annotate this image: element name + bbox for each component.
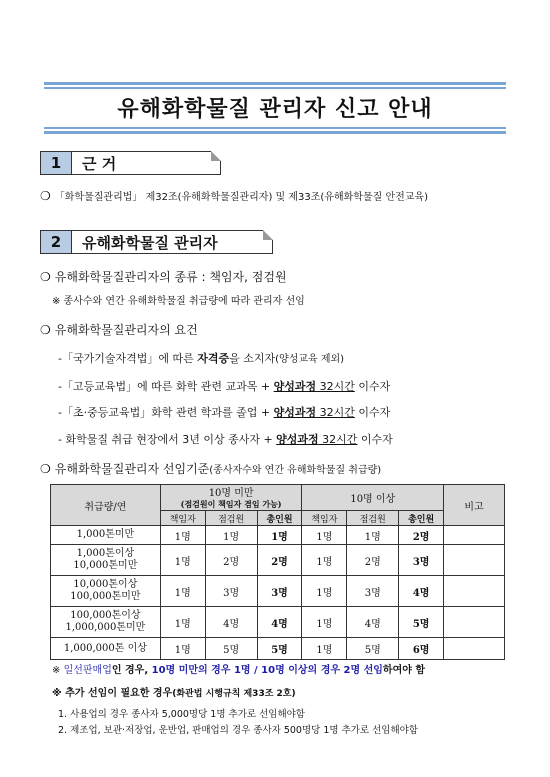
sub-header: 총인원 xyxy=(257,511,302,526)
header-under-10: 10명 미만 (점검원이 책임자 겸임 가능) xyxy=(160,485,302,511)
table-cell-note xyxy=(444,526,505,545)
table-cell: 2명 xyxy=(205,545,257,576)
table-cell: 2명 xyxy=(347,545,399,576)
criteria-heading: ❍ 유해화학물질관리자 선임기준(종사자수와 연간 유해화학물질 취급량) xyxy=(40,462,382,476)
table-cell: 4명 xyxy=(205,607,257,638)
header-amount: 취급량/연 xyxy=(51,485,161,526)
criteria-table xyxy=(50,484,505,660)
table-cell: 1명 xyxy=(302,576,347,607)
table-row xyxy=(51,576,505,607)
table-row xyxy=(51,545,505,576)
note-additional: ※ 추가 선임이 필요한 경우(화관법 시행규칙 제33조 2호) xyxy=(52,688,296,699)
section-1-number: 1 xyxy=(40,151,72,175)
title-rule-bottom2 xyxy=(44,131,506,134)
sub-header: 책임자 xyxy=(160,511,205,526)
title-rule-bottom xyxy=(44,127,506,129)
section-2-label: 유해화학물질 관리자 xyxy=(82,233,218,252)
table-cell: 1명 xyxy=(257,526,302,545)
circle-bullet-icon: ❍ xyxy=(40,189,51,203)
table-cell: 3명 xyxy=(347,576,399,607)
table-cell: 1명 xyxy=(302,545,347,576)
table-cell: 2명 xyxy=(257,545,302,576)
requirement-3: -「초·중등교육법」화학 관련 학과를 졸업 + 양성과정 32시간 이수자 xyxy=(58,406,391,419)
table-cell: 1명 xyxy=(160,638,205,660)
table-cell-note xyxy=(444,576,505,607)
table-cell: 5명 xyxy=(257,638,302,660)
table-cell: 4명 xyxy=(399,576,444,607)
note-item-2: 2. 제조업, 보관·저장업, 운반업, 판매업의 경우 종사자 500명당 1명 추가로 선임해야함 xyxy=(58,725,419,736)
table-row xyxy=(51,526,505,545)
section-2-header xyxy=(40,230,273,254)
table-cell-note xyxy=(444,545,505,576)
section-2-label-box xyxy=(72,230,273,254)
types-note: ※ 종사수와 연간 유해화학물질 취급량에 따라 관리자 선임 xyxy=(52,296,305,307)
title-rule-top xyxy=(44,82,506,85)
row-amount: 100,000톤이상 1,000,000톤미만 xyxy=(51,607,161,638)
section-1-label: 근 거 xyxy=(82,154,117,173)
header-over-10: 10명 이상 xyxy=(302,485,444,511)
row-amount: 10,000톤이상 100,000톤미만 xyxy=(51,576,161,607)
sub-header: 점검원 xyxy=(347,511,399,526)
note-retail: ※ 일선판매업인 경우, 10명 미만의 경우 1명 / 10명 이상의 경우 2명 선임하여야 함 xyxy=(52,665,426,676)
row-amount: 1,000,000톤 이상 xyxy=(51,638,161,660)
circle-bullet-icon: ❍ xyxy=(40,270,51,284)
title-banner xyxy=(44,82,506,134)
circle-bullet-icon: ❍ xyxy=(40,323,51,337)
sub-header: 총인원 xyxy=(399,511,444,526)
table-row xyxy=(51,607,505,638)
table-row xyxy=(51,638,505,660)
table-cell: 5명 xyxy=(347,638,399,660)
table-cell: 1명 xyxy=(302,526,347,545)
table-cell: 1명 xyxy=(160,607,205,638)
table-cell: 6명 xyxy=(399,638,444,660)
row-amount: 1,000톤미만 xyxy=(51,526,161,545)
folded-corner-icon xyxy=(263,230,273,240)
row-amount: 1,000톤이상 10,000톤미만 xyxy=(51,545,161,576)
folded-corner-icon xyxy=(211,151,221,161)
requirement-1: -「국가기술자격법」에 따른 자격증을 소지자(양성교육 제외) xyxy=(58,352,345,365)
table-cell: 2명 xyxy=(399,526,444,545)
table-cell: 1명 xyxy=(160,576,205,607)
section-2-number: 2 xyxy=(40,230,72,254)
table-cell-note xyxy=(444,638,505,660)
table-cell: 5명 xyxy=(205,638,257,660)
table-cell: 1명 xyxy=(160,545,205,576)
section-1-header xyxy=(40,151,221,175)
table-cell: 1명 xyxy=(302,638,347,660)
table-cell: 5명 xyxy=(399,607,444,638)
table-cell: 3명 xyxy=(399,545,444,576)
requirements-heading: ❍ 유해화학물질관리자의 요건 xyxy=(40,323,198,337)
table-cell: 1명 xyxy=(205,526,257,545)
sub-header: 책임자 xyxy=(302,511,347,526)
types-heading: ❍ 유해화학물질관리자의 종류 : 책임자, 점검원 xyxy=(40,270,287,284)
note-item-1: 1. 사용업의 경우 종사자 5,000명당 1명 추가로 선임해야함 xyxy=(58,709,305,720)
table-cell-note xyxy=(444,607,505,638)
requirement-4: - 화학물질 취급 현장에서 3년 이상 종사자 + 양성과정 32시간 이수자 xyxy=(58,433,393,446)
section-1-item: ❍ 「화학물질관리법」 제32조(유해화학물질관리자) 및 제33조(유해화학물질 안전교육) xyxy=(40,189,428,203)
table-cell: 1명 xyxy=(347,526,399,545)
section-1-label-box xyxy=(72,151,221,175)
table-cell: 3명 xyxy=(205,576,257,607)
requirement-2: -「고등교육법」에 따른 화학 관련 교과목 + 양성과정 32시간 이수자 xyxy=(58,380,391,393)
page-title: 유해화학물질 관리자 신고 안내 xyxy=(117,97,433,122)
table-cell: 3명 xyxy=(257,576,302,607)
circle-bullet-icon: ❍ xyxy=(40,462,51,476)
header-note: 비고 xyxy=(444,485,505,526)
table-cell: 4명 xyxy=(257,607,302,638)
table-cell: 4명 xyxy=(347,607,399,638)
sub-header: 점검원 xyxy=(205,511,257,526)
table-cell: 1명 xyxy=(302,607,347,638)
table-cell: 1명 xyxy=(160,526,205,545)
